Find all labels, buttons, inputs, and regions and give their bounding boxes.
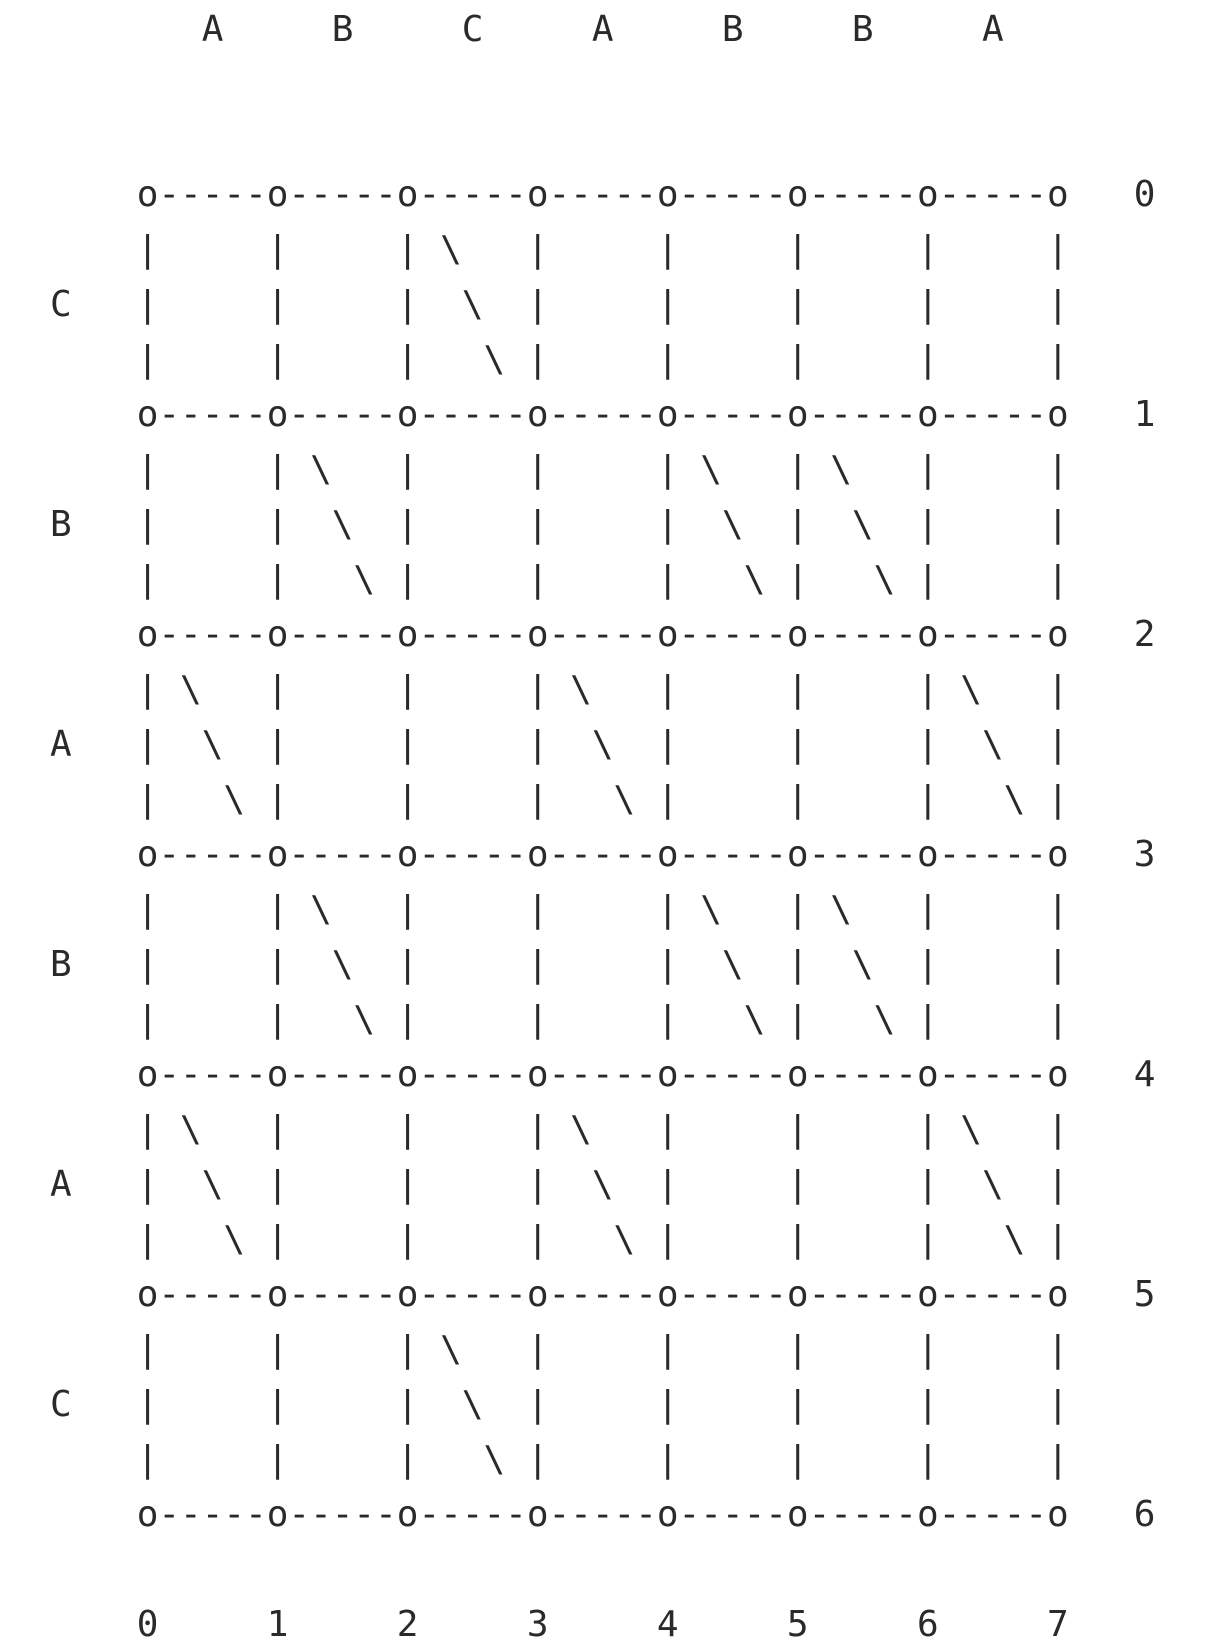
grid-line: | | | \ | | | | |: [50, 229, 1069, 270]
grid-line: | | | \ | | | | |: [50, 1329, 1069, 1370]
grid-line: | | \ | | | \ | \ | |: [50, 999, 1069, 1040]
grid-line: o-----o-----o-----o-----o-----o-----o-----o 3: [50, 834, 1156, 875]
grid-line: A | \ | | | \ | | | \ |: [50, 724, 1069, 765]
grid-line: A | \ | | | \ | | | \ |: [50, 1164, 1069, 1205]
grid-line: C | | | \ | | | | |: [50, 284, 1069, 325]
grid-line: | | \ | | | \ | \ | |: [50, 449, 1069, 490]
grid-line: B | | \ | | | \ | \ | |: [50, 504, 1069, 545]
grid-line: [50, 1542, 1155, 1597]
grid-line: | \ | | | \ | | | \ |: [50, 779, 1069, 820]
grid-line: C | | | \ | | | | |: [50, 1384, 1069, 1425]
grid-line: | \ | | | \ | | | \ |: [50, 1109, 1069, 1150]
grid-line: [50, 57, 1155, 112]
grid-line: | | | \ | | | | |: [50, 1439, 1069, 1480]
grid-line: o-----o-----o-----o-----o-----o-----o-----o 2: [50, 614, 1156, 655]
grid-line: o-----o-----o-----o-----o-----o-----o-----o 1: [50, 394, 1156, 435]
grid-line: o-----o-----o-----o-----o-----o-----o-----o 6: [50, 1494, 1156, 1535]
grid-line: B | | \ | | | \ | \ | |: [50, 944, 1069, 985]
grid-line: A B C A B B A: [50, 9, 1004, 50]
grid-line: 0 1 2 3 4 5 6 7: [50, 1604, 1069, 1645]
grid-line: | | | \ | | | | |: [50, 339, 1069, 380]
grid-line: [50, 112, 1155, 167]
grid-line: | \ | | | \ | | | \ |: [50, 669, 1069, 710]
grid-line: o-----o-----o-----o-----o-----o-----o-----o 4: [50, 1054, 1156, 1095]
grid-line: o-----o-----o-----o-----o-----o-----o-----o 0: [50, 174, 1156, 215]
grid-line: | | \ | | | \ | \ | |: [50, 889, 1069, 930]
grid-line: o-----o-----o-----o-----o-----o-----o-----o 5: [50, 1274, 1156, 1315]
grid-line: | \ | | | \ | | | \ |: [50, 1219, 1069, 1260]
grid-line: | | \ | | | \ | \ | |: [50, 559, 1069, 600]
ascii-alignment-grid: [50, 2, 1155, 1652]
